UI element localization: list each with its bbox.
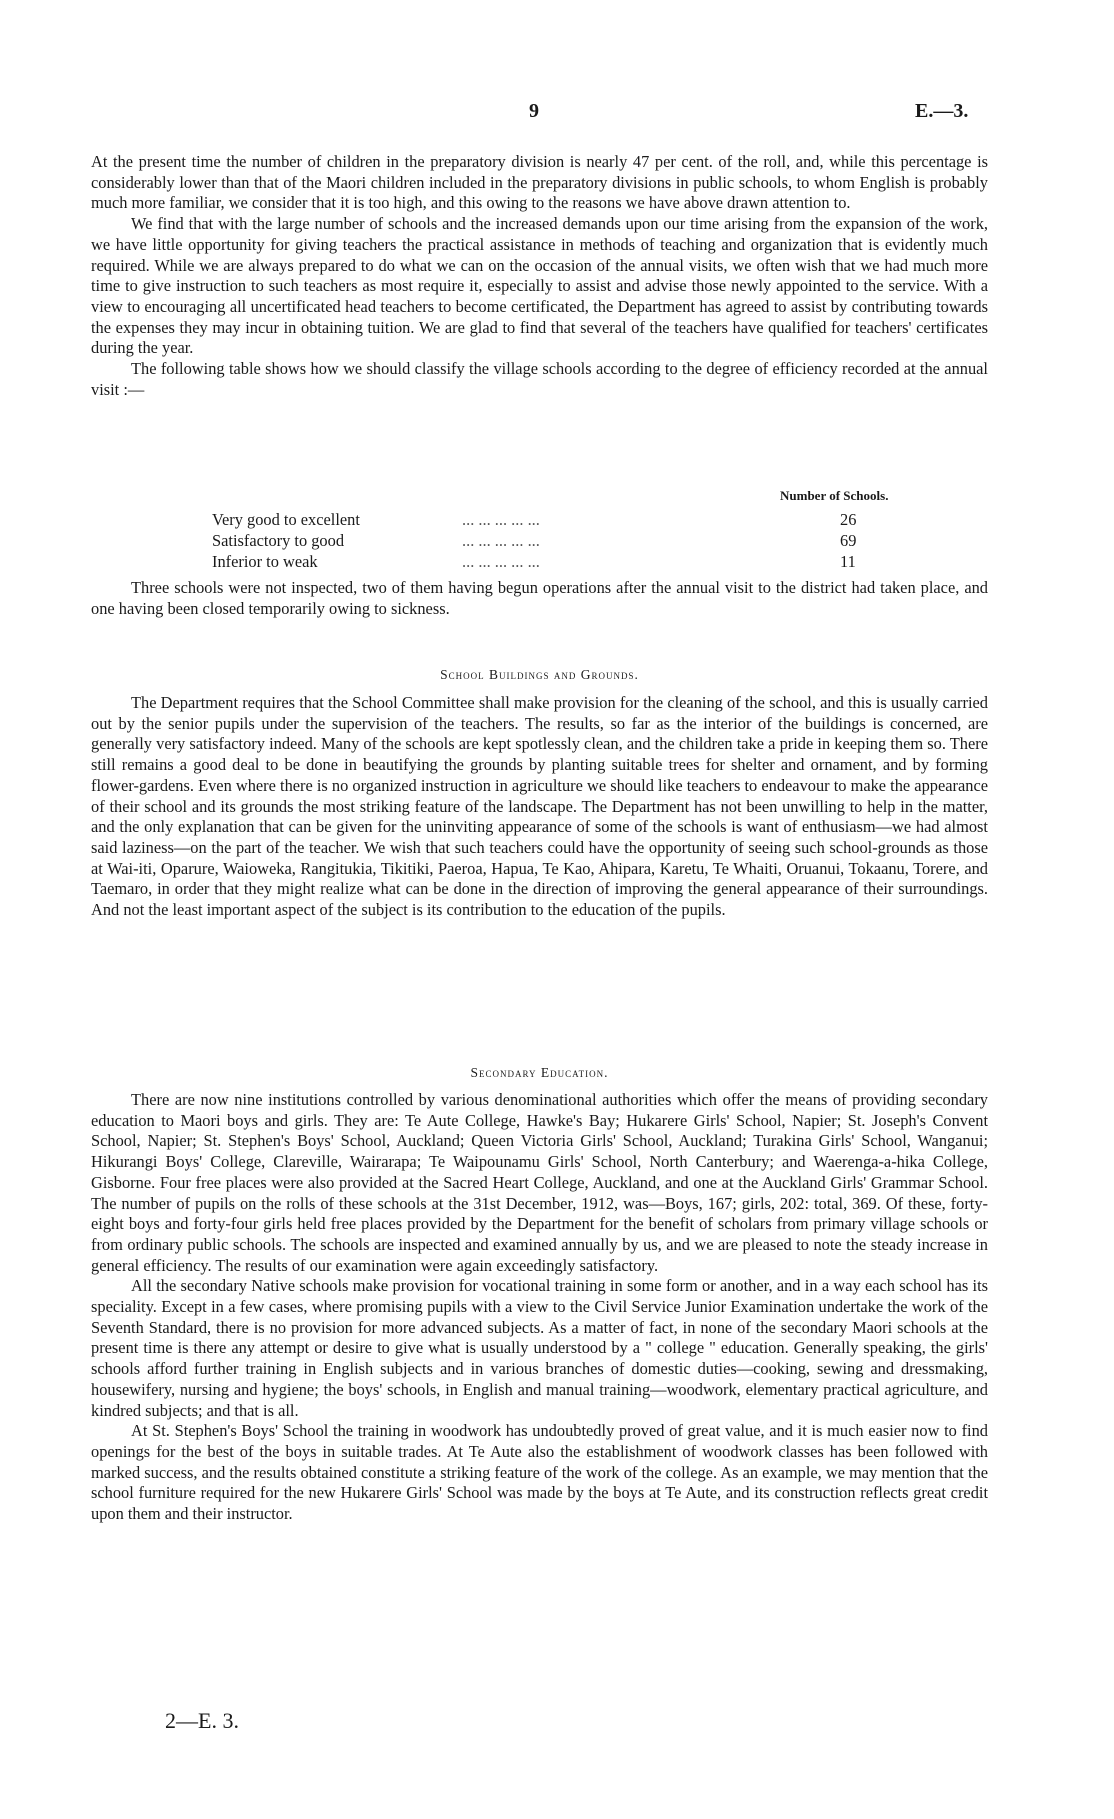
row-value: 26: [840, 510, 857, 529]
row-label: Very good to excellent: [212, 510, 360, 529]
paragraph-teacher-assistance: We find that with the large number of schools and the increased demands upon our time arising from the expansion of the work, we have little opportunity for giving teachers the practical assistance in methods of teaching and organization that is evidently much required. While we are always prepared to do what we can on the occasion of the annual visits, we often wish that we had much more time to give instruction to such teachers as most require it, especially to assist and advise those newly appointed to the service. With a view to encouraging all uncertificated head teachers to become certificated, the Department has agreed to assist by contributing towards the expenses they may incur in obtaining tuition. We are glad to find that several of the teachers have qualified for teachers' certificates during the year.: [91, 214, 988, 358]
paragraph-woodwork: At St. Stephen's Boys' School the training in woodwork has undoubtedly proved of great value, and it is much easier now to find openings for the best of the boys in suitable trades. At Te Aute also the establishment of woodwork classes has been followed with marked success, and the results obtained constitute a striking feature of the work of the college. As an example, we may mention that the school furniture required for the new Hukarere Girls' School was made by the boys at Te Aute, and its construction reflects great credit upon them and their instructor.: [91, 1421, 988, 1524]
table-row: [212, 552, 912, 572]
row-label: Inferior to weak: [212, 552, 318, 571]
table-header: Number of Schools.: [780, 488, 889, 503]
section-intro: [91, 152, 988, 400]
document-reference: E.—3.: [915, 100, 969, 122]
paragraph-table-intro: The following table shows how we should classify the village schools according to the degree of efficiency recorded at the annual visit :—: [91, 359, 988, 399]
section-uninspected: [91, 578, 988, 619]
paragraph-preparatory: At the present time the number of children in the preparatory division is nearly 47 per cent. of the roll, and, while this percentage is considerably lower than that of the Maori children included in the preparatory divisions in public schools, to whom English is probably much more familiar, we consider that it is too high, and this owing to the reasons we have above drawn attention to.: [91, 152, 988, 213]
row-leader: ... ... ... ... ...: [462, 531, 540, 550]
heading-school-buildings: School Buildings and Grounds.: [440, 667, 639, 682]
page-footer: 2—E. 3.: [165, 1708, 239, 1733]
section-secondary-education: [91, 1090, 988, 1525]
paragraph-vocational-training: All the secondary Native schools make provision for vocational training in some form or another, and in a way each school has its speciality. Except in a few cases, where promising pupils with a view to the Civil Service Junior Examination undertake the work of the Seventh Standard, there is no provision for more advanced subjects. As a matter of fact, in none of the secondary Maori schools at the present time is there any attempt or desire to give what is usually understood by a " college " education. Generally speaking, the girls' schools afford further training in English subjects and in various branches of domestic duties—cooking, sewing and dressmaking, housewifery, nursing and hygiene; the boys' schools, in English and manual training—woodwork, elementary practical agriculture, and kindred subjects; and that is all.: [91, 1276, 988, 1420]
paragraph-institutions: There are now nine institutions controlled by various denominational authorities which offer the means of providing secondary education to Maori boys and girls. They are: Te Aute College, Hawke's Bay; Hukarere Girls' School, Napier; St. Joseph's Convent School, Napier; St. Stephen's Boys' School, Auckland; Queen Victoria Girls' School, Auckland; Turakina Girls' School, Wanganui; Hikurangi Boys' College, Clareville, Wairarapa; Te Waipounamu Girls' School, North Canterbury; and Waerenga-a-hika College, Gisborne. Four free places were also provided at the Sacred Heart College, Auckland, and one at the Auckland Girls' Grammar School. The number of pupils on the rolls of these schools at the 31st December, 1912, was—Boys, 167; girls, 202: total, 369. Of these, forty-eight boys and forty-four girls held free places provided by the Department for the benefit of scholars from primary village schools or from ordinary public schools. The schools are inspected and examined annually by us, and we are pleased to note the steady increase in general efficiency. The results of our examination were again exceedingly satisfactory.: [91, 1090, 988, 1275]
row-value: 69: [840, 531, 857, 550]
row-leader: ... ... ... ... ...: [462, 510, 540, 529]
paragraph-school-buildings: The Department requires that the School Committee shall make provision for the cleaning of the school, and this is usually carried out by the senior pupils under the supervision of the teachers. The results, so far as the interior of the buildings is concerned, are generally very satisfactory indeed. Many of the schools are kept spotlessly clean, and the children take a pride in keeping them so. There still remains a good deal to be done in beautifying the grounds by planting suitable trees for shelter and ornament, and by forming flower-gardens. Even where there is no organized instruction in agriculture we should like teachers to endeavour to make the appearance of their school and its grounds the most striking feature of the landscape. The Department has not been unwilling to help in the matter, and the only explanation that can be given for the uninviting appearance of some of the schools is want of enthusiasm—we had almost said laziness—on the part of the teacher. We wish that such teachers could have the opportunity of seeing such school-grounds as those at Wai-iti, Oparure, Waioweka, Rangitukia, Tikitiki, Paeroa, Hapua, Te Kao, Ahipara, Karetu, Te Whaiti, Oruanui, Tokaanu, Torere, and Taemaro, in order that they might realize what can be done in the direction of improving the general appearance of their surroundings. And not the least important aspect of the subject is its contribution to the education of the pupils.: [91, 693, 988, 920]
row-value: 11: [840, 552, 856, 571]
page-number: 9: [529, 100, 539, 122]
row-leader: ... ... ... ... ...: [462, 552, 540, 571]
row-label: Satisfactory to good: [212, 531, 345, 550]
paragraph-uninspected: Three schools were not inspected, two of them having begun operations after the annual visit to the district had taken place, and one having been closed temporarily owing to sickness.: [91, 578, 988, 618]
section-school-buildings: [91, 693, 988, 921]
heading-secondary-education: Secondary Education.: [470, 1065, 609, 1080]
table-row: [212, 531, 912, 551]
table-row: [212, 510, 912, 530]
